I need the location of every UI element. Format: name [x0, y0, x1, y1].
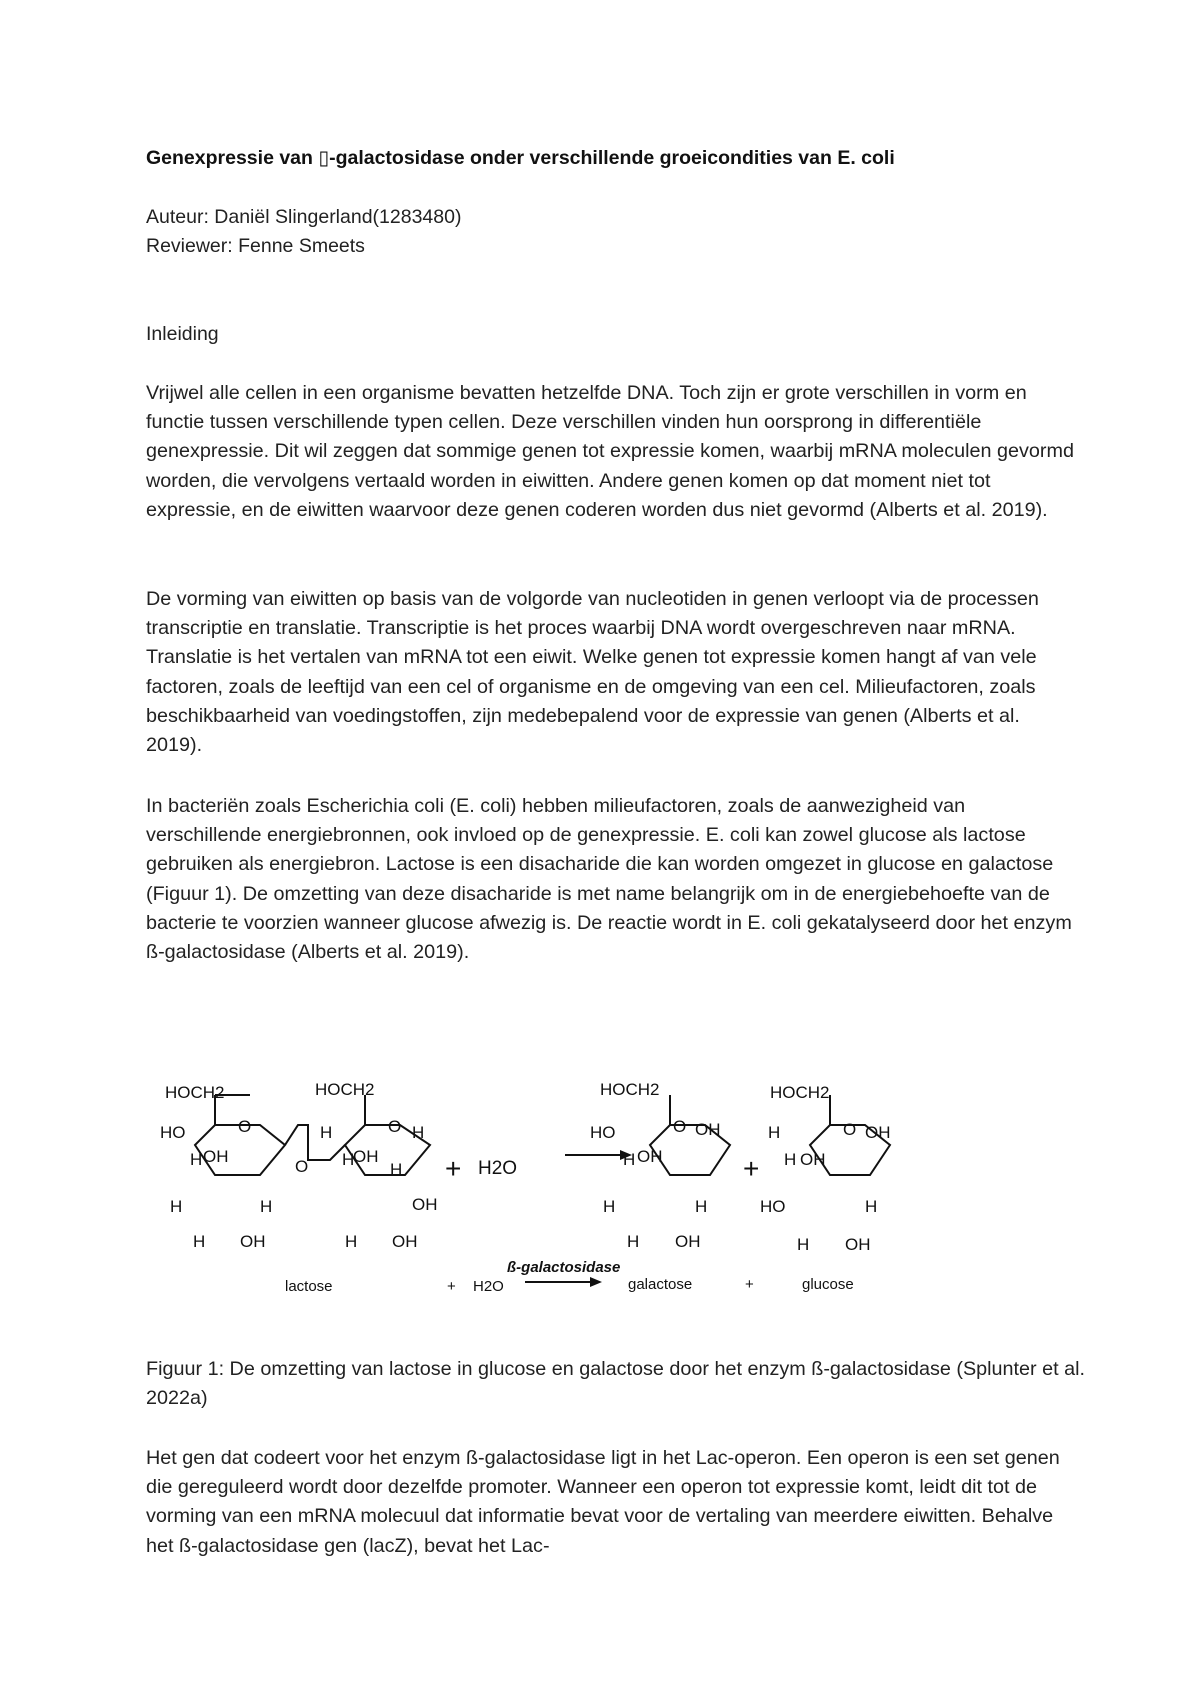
paragraph-2: De vorming van eiwitten op basis van de volgorde van nucleotiden in genen verloopt via de processen transcriptie en translatie. Transcriptie is het proces waarbij DNA wordt overgeschreven naar mRNA. Translatie is het vertalen van mRNA tot een eiwit. Welke genen tot expressie komen hangt af van vele factoren, zoals de leeftijd van een cel of organisme en de omgeving van een cel. Milieufactoren, zoals beschikbaarheid van voedingstoffen, zijn medebepalend voor de expressie van genen (Alberts et al. 2019). — [146, 588, 1039, 757]
label-o: O — [295, 1157, 309, 1176]
label-h: H — [320, 1123, 333, 1142]
paragraph-4: Het gen dat codeert voor het enzym ß-galactosidase ligt in het Lac-operon. Een operon is een set genen die gereguleerd wordt door dezelfde promoter. Wanneer een operon tot expressie komt, leidt dit tot de vorming van een mRNA molecuul dat informatie bevat voor de vertaling van meerdere eiwitten. Behalve het ß-galactosidase gen (lacZ), bevat het Lac- — [146, 1447, 1060, 1557]
label-oh: OH — [203, 1147, 229, 1166]
label-h: H — [260, 1197, 273, 1216]
label-oh: OH — [845, 1235, 871, 1254]
label-oh: OH — [353, 1147, 379, 1166]
legend-enzyme: ß-galactosidase — [507, 1259, 621, 1276]
label-ho: HO — [760, 1197, 786, 1216]
legend-galactose: galactose — [628, 1276, 693, 1293]
label-hoch2: HOCH2 — [165, 1083, 225, 1102]
label-h: H — [627, 1232, 640, 1251]
label-h: H — [603, 1197, 616, 1216]
label-oh: OH — [675, 1232, 701, 1251]
label-h: H — [342, 1150, 355, 1169]
legend-glucose: glucose — [802, 1276, 854, 1293]
label-hoch2: HOCH2 — [315, 1080, 375, 1099]
label-hoch2: HOCH2 — [770, 1083, 830, 1102]
label-oh: OH — [637, 1147, 663, 1166]
label-h: H — [623, 1150, 636, 1169]
legend-plus: + — [447, 1278, 456, 1295]
plus-sign: + — [743, 1153, 760, 1184]
label-h: H — [190, 1150, 203, 1169]
label-h: H — [784, 1150, 797, 1169]
label-h: H — [193, 1232, 206, 1251]
section-heading: Inleiding — [146, 323, 219, 345]
label-h: H — [768, 1123, 781, 1142]
label-h: H — [345, 1232, 358, 1251]
label-oh: OH — [392, 1232, 418, 1251]
label-o: O — [388, 1117, 402, 1136]
author-line: Auteur: Daniël Slingerland(1283480) — [146, 206, 462, 228]
figure-caption: Figuur 1: De omzetting van lactose in glucose en galactose door het enzym ß-galactosidase (Splunter et al. 2022a) — [146, 1358, 1086, 1409]
label-h: H — [695, 1197, 708, 1216]
label-o: O — [843, 1120, 857, 1139]
label-oh: OH — [800, 1150, 826, 1169]
label-h: H — [797, 1235, 810, 1254]
plus-sign: + — [445, 1153, 462, 1184]
label-oh: OH — [695, 1120, 721, 1139]
lactose-reaction-figure — [160, 1050, 1000, 1325]
label-h: H — [390, 1160, 403, 1179]
water-label: H2O — [478, 1158, 518, 1179]
document-title: Genexpressie van ▯-galactosidase onder verschillende groeicondities van E. coli — [146, 147, 895, 169]
label-oh: OH — [412, 1195, 438, 1214]
legend-water: H2O — [473, 1278, 504, 1295]
reviewer-line: Reviewer: Fenne Smeets — [146, 235, 365, 257]
paragraph-3: In bacteriën zoals Escherichia coli (E. coli) hebben milieufactoren, zoals de aanwezigheid van verschillende energiebronnen, ook invloed op de genexpressie. E. coli kan zowel glucose als lactose gebruiken als energiebron. Lactose is een disacharide die kan worden omgezet in glucose en galactose (Figuur 1). De omzetting van deze disacharide is met name belangrijk om in de energiebehoefte van de bacterie te voorzien wanneer glucose afwezig is. De reactie wordt in E. coli gekatalyseerd door het enzym ß-galactosidase (Alberts et al. 2019). — [146, 795, 1072, 964]
label-ho: HO — [160, 1123, 186, 1142]
label-oh: OH — [865, 1123, 891, 1142]
label-oh: OH — [240, 1232, 266, 1251]
label-o: O — [238, 1117, 252, 1136]
legend-lactose: lactose — [285, 1278, 333, 1295]
legend-plus: + — [745, 1276, 754, 1293]
label-h: H — [170, 1197, 183, 1216]
label-h: H — [412, 1123, 425, 1142]
label-ho: HO — [590, 1123, 616, 1142]
paragraph-1: Vrijwel alle cellen in een organisme bevatten hetzelfde DNA. Toch zijn er grote verschillen in vorm en functie tussen verschillende typen cellen. Deze verschillen vinden hun oorsprong in differentiële genexpressie. Dit wil zeggen dat sommige genen tot expressie komen, waarbij mRNA moleculen gevormd worden, die vervolgens vertaald worden in eiwitten. Andere genen komen op dat moment niet tot expressie, en de eiwitten waarvoor deze genen coderen worden dus niet gevormd (Alberts et al. 2019). — [146, 382, 1074, 521]
label-hoch2: HOCH2 — [600, 1080, 660, 1099]
label-h: H — [865, 1197, 878, 1216]
label-o: O — [673, 1117, 687, 1136]
